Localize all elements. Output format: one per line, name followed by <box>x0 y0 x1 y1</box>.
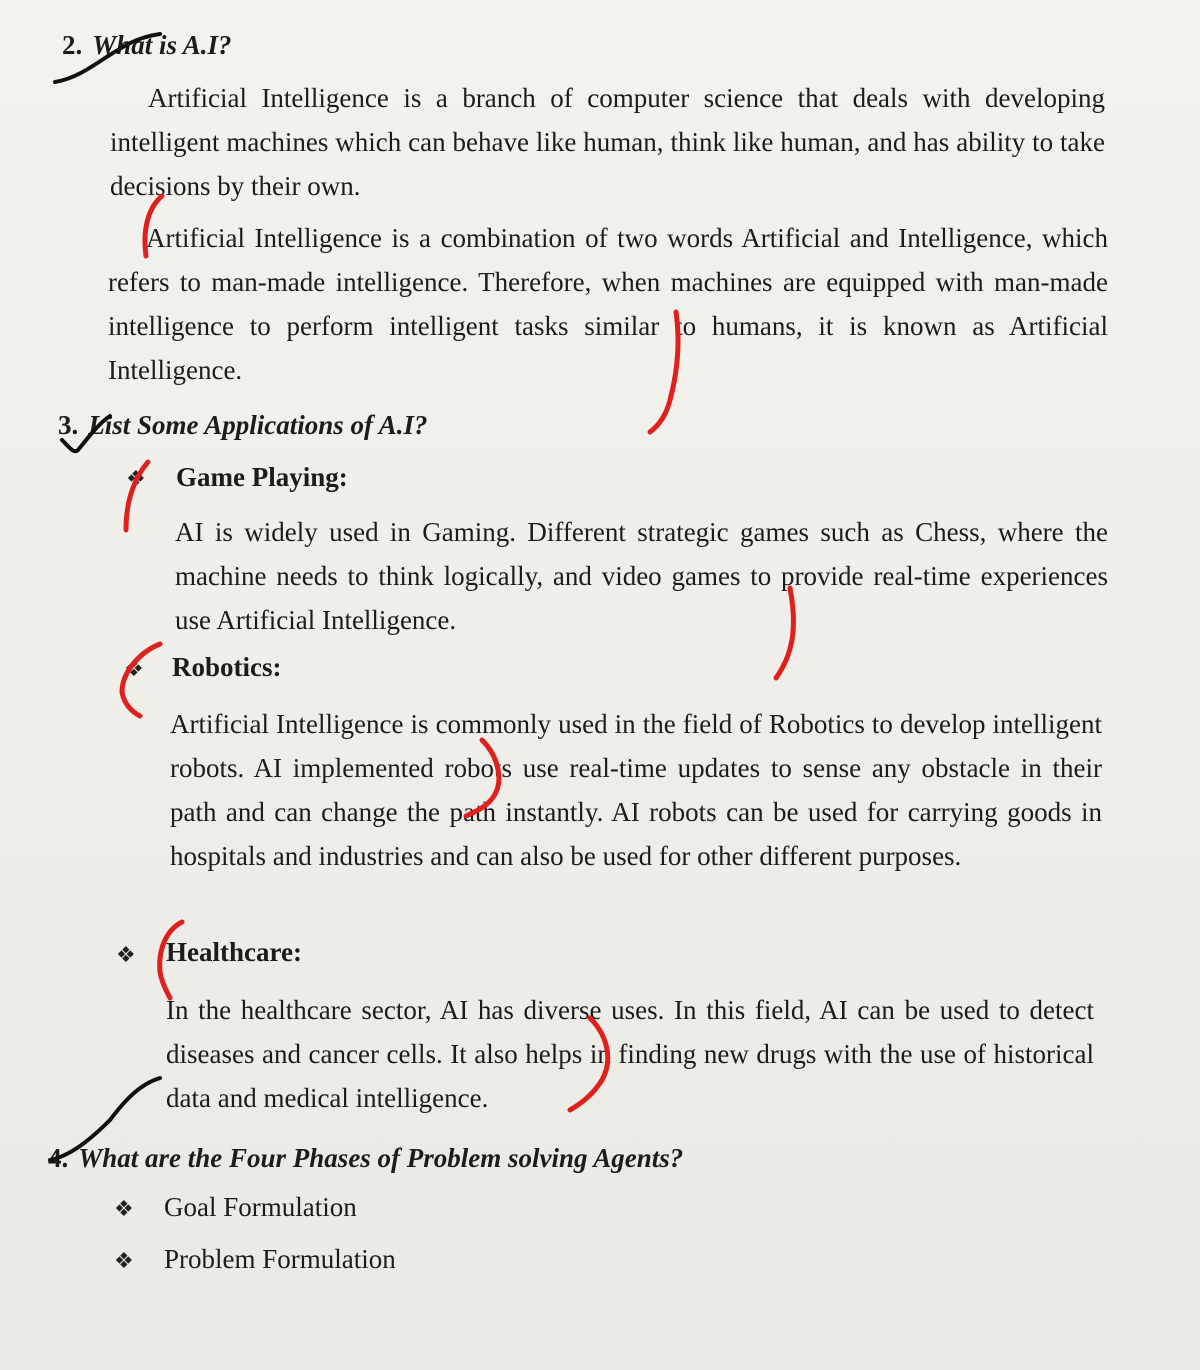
question-2-paragraph-2: Artificial Intelligence is a combination of two words Artificial and Intelligence, which refers to man-made intelligence. Therefore, when machines are equipped with man-made intelligence to perform intelligent tasks similar to humans, it is known as Artificial Intelligence. <box>108 223 1108 385</box>
question-3-number: 3. <box>58 410 79 440</box>
question-3-heading <box>58 410 428 441</box>
question-4-heading <box>48 1143 683 1174</box>
question-3-title: List Some Applications of A.I? <box>88 410 428 440</box>
bullet-icon: ❖ <box>124 656 144 681</box>
question-2-title: What is A.I? <box>92 30 232 60</box>
bullet-icon: ❖ <box>126 466 146 491</box>
application-text-game-playing: AI is widely used in Gaming. Different strategic games such as Chess, where the machine needs to think logically, and video games to provide real-time experiences use Artificial Intelligence. <box>175 517 1108 635</box>
bullet-icon: ❖ <box>114 1248 134 1273</box>
question-2-number: 2. <box>62 30 83 60</box>
bullet-icon: ❖ <box>116 942 136 967</box>
question-2-paragraph-1: Artificial Intelligence is a branch of computer science that deals with developing intelligent machines which can behave like human, think like human, and has ability to take decisions by their own. <box>110 83 1105 201</box>
question-2-heading <box>62 30 232 61</box>
application-title-healthcare: Healthcare: <box>166 937 302 967</box>
application-text-healthcare: In the healthcare sector, AI has diverse uses. In this field, AI can be used to detect diseases and cancer cells. It also helps in finding new drugs with the use of historical data and medical intelligence. <box>166 995 1094 1113</box>
application-title-game-playing: Game Playing: <box>176 462 348 492</box>
phase-item-problem-formulation: Problem Formulation <box>164 1244 396 1274</box>
application-text-robotics: Artificial Intelligence is commonly used in the field of Robotics to develop intelligent robots. AI implemented robots use real-time updates to sense any obstacle in their path and can change the path instantly. AI robots can be used for carrying goods in hospitals and industries and can also be used for other different purposes. <box>170 709 1102 871</box>
phase-item-goal-formulation: Goal Formulation <box>164 1192 357 1222</box>
question-4-number: 4. <box>48 1143 69 1173</box>
bullet-icon: ❖ <box>114 1196 134 1221</box>
question-4-title: What are the Four Phases of Problem solving Agents? <box>78 1143 684 1173</box>
application-title-robotics: Robotics: <box>172 652 282 682</box>
